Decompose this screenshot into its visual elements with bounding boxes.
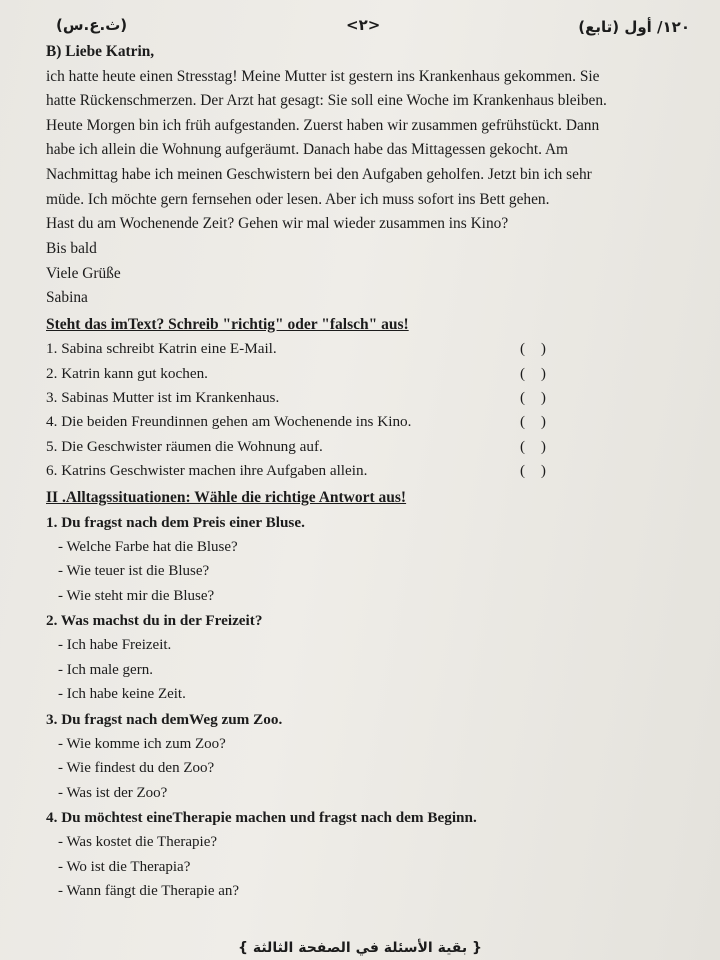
question-block [46, 806, 690, 904]
true-false-list [46, 337, 690, 483]
page-number: <٢> [346, 16, 381, 34]
statement-text: 4. Die beiden Freundinnen gehen am Wochenende ins Kino. [46, 413, 412, 431]
answer-option[interactable]: - Wie steht mir die Bluse? [58, 587, 215, 604]
header-exam-id: ١٢٠/ أول (تابع) [578, 18, 690, 36]
answer-blank[interactable]: ( ) [520, 413, 552, 431]
answer-option[interactable]: - Was kostet die Therapie? [58, 834, 218, 851]
list-item [46, 435, 690, 459]
closing-line: Bis bald [46, 239, 97, 257]
question-block [46, 511, 690, 609]
list-item [46, 410, 690, 434]
answer-blank[interactable]: ( ) [520, 437, 552, 455]
question-text: 2. Was machst du in der Freizeit? [46, 612, 263, 630]
answer-option[interactable]: - Wo ist die Therapia? [58, 858, 191, 875]
answer-option[interactable]: - Was ist der Zoo? [58, 784, 168, 801]
section2-title: II .Alltagssituationen: Wähle die richtige Antwort aus! [46, 488, 407, 506]
letter-line: Heute Morgen bin ich früh aufgestanden. Zuerst haben wir zusammen gefrühstückt. Dann [46, 116, 600, 134]
answer-option[interactable]: - Wie findest du den Zoo? [58, 760, 215, 777]
statement-text: 1. Sabina schreibt Katrin eine E-Mail. [46, 340, 277, 358]
list-item [46, 337, 690, 361]
answer-blank[interactable]: ( ) [520, 340, 552, 358]
list-item [46, 362, 690, 386]
section1-title: Steht das imText? Schreib "richtig" oder "falsch" aus! [46, 316, 409, 334]
question-block [46, 708, 690, 806]
answer-option[interactable]: - Welche Farbe hat die Bluse? [58, 538, 238, 555]
answer-option[interactable]: - Wie komme ich zum Zoo? [58, 735, 226, 752]
letter-closing [46, 237, 690, 311]
header-code: (ث.ع.س) [56, 16, 128, 34]
answer-blank[interactable]: ( ) [520, 462, 552, 480]
answer-option[interactable]: - Wann fängt die Therapie an? [58, 883, 240, 900]
answer-option[interactable]: - Ich habe Freizeit. [58, 637, 172, 654]
letter-line: Hast du am Wochenende Zeit? Gehen wir mal wieder zusammen ins Kino? [46, 215, 509, 233]
page-header [46, 0, 690, 40]
letter-line: ich hatte heute einen Stresstag! Meine Mutter ist gestern ins Krankenhaus gekommen. Sie [46, 67, 600, 85]
statement-text: 3. Sabinas Mutter ist im Krankenhaus. [46, 388, 280, 406]
statement-text: 2. Katrin kann gut kochen. [46, 364, 208, 382]
answer-option[interactable]: - Ich habe keine Zeit. [58, 686, 186, 703]
letter-line: hatte Rückenschmerzen. Der Arzt hat gesagt: Sie soll eine Woche im Krankenhaus bleiben. [46, 92, 607, 110]
question-text: 1. Du fragst nach dem Preis einer Bluse. [46, 513, 305, 531]
question-text: 4. Du möchtest eineTherapie machen und fragst nach dem Beginn. [46, 809, 477, 827]
answer-blank[interactable]: ( ) [520, 364, 552, 382]
page-footer: { بقية الأسئلة في الصفحة الثالثة } [238, 940, 482, 956]
letter-line: Nachmittag habe ich meinen Geschwistern bei den Aufgaben geholfen. Jetzt bin ich sehr [46, 165, 592, 183]
answer-option[interactable]: - Wie teuer ist die Bluse? [58, 563, 210, 580]
letter-text [46, 40, 690, 237]
answer-blank[interactable]: ( ) [520, 388, 552, 406]
list-item [46, 386, 690, 410]
question-block [46, 609, 690, 707]
answer-option[interactable]: - Ich male gern. [58, 661, 153, 678]
statement-text: 6. Katrins Geschwister machen ihre Aufgaben allein. [46, 462, 368, 480]
closing-line: Viele Grüße [46, 264, 121, 282]
letter-line: habe ich allein die Wohnung aufgeräumt. Danach habe das Mittagessen gekocht. Am [46, 141, 569, 159]
list-item [46, 459, 690, 483]
letter-line: müde. Ich möchte gern fernsehen oder lesen. Aber ich muss sofort ins Bett gehen. [46, 190, 550, 208]
signature-name: Sabina [46, 289, 88, 307]
question-text: 3. Du fragst nach demWeg zum Zoo. [46, 710, 283, 728]
letter-greeting: B) Liebe Katrin, [46, 43, 155, 60]
statement-text: 5. Die Geschwister räumen die Wohnung auf. [46, 437, 323, 455]
